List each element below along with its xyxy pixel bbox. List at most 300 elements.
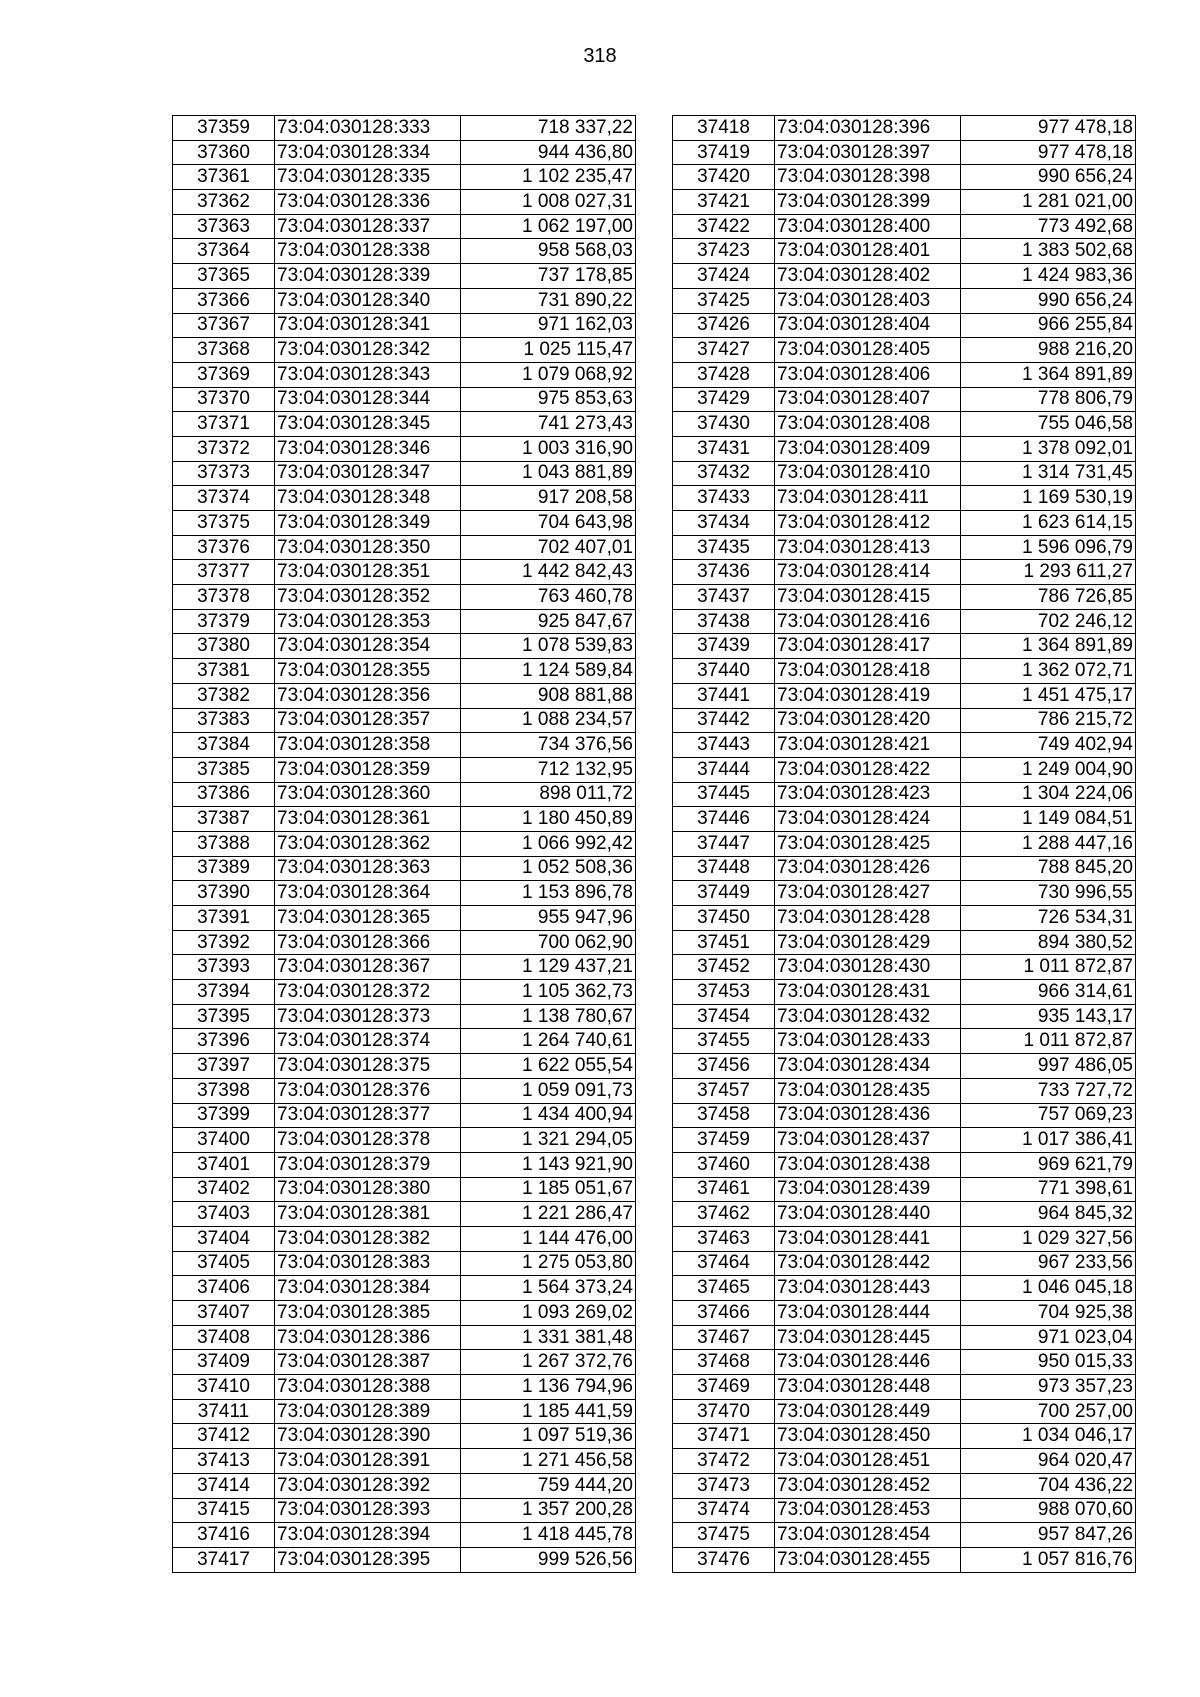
table-row [173, 486, 636, 511]
cadastral-number-cell: 73:04:030128:420 [775, 708, 961, 733]
row-number-cell: 37459 [673, 1128, 775, 1153]
table-row [173, 116, 636, 141]
row-number-cell: 37460 [673, 1152, 775, 1177]
cadastral-number-cell: 73:04:030128:396 [775, 116, 961, 141]
cadastral-number-cell: 73:04:030128:434 [775, 1054, 961, 1079]
cadastral-number-cell: 73:04:030128:416 [775, 609, 961, 634]
row-number-cell: 37453 [673, 980, 775, 1005]
cadastral-value-cell: 988 070,60 [961, 1498, 1136, 1523]
row-number-cell: 37428 [673, 362, 775, 387]
cadastral-number-cell: 73:04:030128:428 [775, 906, 961, 931]
row-number-cell: 37464 [673, 1251, 775, 1276]
cadastral-value-cell: 957 847,26 [961, 1523, 1136, 1548]
table-row [673, 1473, 1136, 1498]
row-number-cell: 37367 [173, 313, 275, 338]
table-row [173, 1078, 636, 1103]
cadastral-value-cell: 763 460,78 [461, 585, 636, 610]
table-row [173, 831, 636, 856]
row-number-cell: 37449 [673, 881, 775, 906]
cadastral-number-cell: 73:04:030128:400 [775, 214, 961, 239]
cadastral-number-cell: 73:04:030128:337 [275, 214, 461, 239]
table-row [673, 486, 1136, 511]
table-row [173, 511, 636, 536]
row-number-cell: 37458 [673, 1103, 775, 1128]
table-row [673, 1375, 1136, 1400]
cadastral-value-cell: 741 273,43 [461, 412, 636, 437]
cadastral-number-cell: 73:04:030128:367 [275, 955, 461, 980]
row-number-cell: 37368 [173, 338, 275, 363]
row-number-cell: 37446 [673, 807, 775, 832]
row-number-cell: 37476 [673, 1547, 775, 1572]
cadastral-number-cell: 73:04:030128:344 [275, 387, 461, 412]
table-row [673, 831, 1136, 856]
table-row [173, 1449, 636, 1474]
table-row [173, 634, 636, 659]
table-row [173, 980, 636, 1005]
cadastral-number-cell: 73:04:030128:341 [275, 313, 461, 338]
table-row [173, 1399, 636, 1424]
cadastral-number-cell: 73:04:030128:411 [775, 486, 961, 511]
cadastral-number-cell: 73:04:030128:448 [775, 1375, 961, 1400]
row-number-cell: 37474 [673, 1498, 775, 1523]
cadastral-value-cell: 1 424 983,36 [961, 264, 1136, 289]
table-row [173, 313, 636, 338]
cadastral-number-cell: 73:04:030128:440 [775, 1202, 961, 1227]
cadastral-value-cell: 1 281 021,00 [961, 190, 1136, 215]
cadastral-value-cell: 966 255,84 [961, 313, 1136, 338]
cadastral-number-cell: 73:04:030128:334 [275, 140, 461, 165]
cadastral-value-cell: 1 293 611,27 [961, 560, 1136, 585]
table-row [673, 288, 1136, 313]
row-number-cell: 37359 [173, 116, 275, 141]
cadastral-value-cell: 771 398,61 [961, 1177, 1136, 1202]
cadastral-number-cell: 73:04:030128:426 [775, 856, 961, 881]
table-row [673, 412, 1136, 437]
cadastral-value-cell: 1 271 456,58 [461, 1449, 636, 1474]
row-number-cell: 37439 [673, 634, 775, 659]
row-number-cell: 37463 [673, 1226, 775, 1251]
row-number-cell: 37412 [173, 1424, 275, 1449]
row-number-cell: 37473 [673, 1473, 775, 1498]
cadastral-number-cell: 73:04:030128:401 [775, 239, 961, 264]
row-number-cell: 37445 [673, 782, 775, 807]
row-number-cell: 37408 [173, 1325, 275, 1350]
row-number-cell: 37456 [673, 1054, 775, 1079]
row-number-cell: 37427 [673, 338, 775, 363]
table-row [173, 1029, 636, 1054]
cadastral-number-cell: 73:04:030128:375 [275, 1054, 461, 1079]
cadastral-number-cell: 73:04:030128:414 [775, 560, 961, 585]
table-row [173, 190, 636, 215]
cadastral-number-cell: 73:04:030128:378 [275, 1128, 461, 1153]
row-number-cell: 37420 [673, 165, 775, 190]
row-number-cell: 37471 [673, 1424, 775, 1449]
row-number-cell: 37424 [673, 264, 775, 289]
table-row [673, 856, 1136, 881]
row-number-cell: 37393 [173, 955, 275, 980]
cadastral-number-cell: 73:04:030128:355 [275, 659, 461, 684]
cadastral-number-cell: 73:04:030128:452 [775, 1473, 961, 1498]
cadastral-value-cell: 1 057 816,76 [961, 1547, 1136, 1572]
cadastral-value-cell: 1 052 508,36 [461, 856, 636, 881]
row-number-cell: 37363 [173, 214, 275, 239]
row-number-cell: 37437 [673, 585, 775, 610]
cadastral-value-cell: 1 011 872,87 [961, 1029, 1136, 1054]
cadastral-number-cell: 73:04:030128:352 [275, 585, 461, 610]
cadastral-value-cell: 1 062 197,00 [461, 214, 636, 239]
cadastral-number-cell: 73:04:030128:339 [275, 264, 461, 289]
cadastral-number-cell: 73:04:030128:429 [775, 930, 961, 955]
cadastral-value-cell: 1 185 051,67 [461, 1177, 636, 1202]
cadastral-number-cell: 73:04:030128:377 [275, 1103, 461, 1128]
table-row [673, 1276, 1136, 1301]
row-number-cell: 37402 [173, 1177, 275, 1202]
cadastral-value-cell: 925 847,67 [461, 609, 636, 634]
row-number-cell: 37360 [173, 140, 275, 165]
table-row [173, 412, 636, 437]
cadastral-number-cell: 73:04:030128:407 [775, 387, 961, 412]
cadastral-value-cell: 1 249 004,90 [961, 757, 1136, 782]
cadastral-number-cell: 73:04:030128:422 [775, 757, 961, 782]
cadastral-number-cell: 73:04:030128:453 [775, 1498, 961, 1523]
cadastral-value-cell: 1 066 992,42 [461, 831, 636, 856]
table-row [673, 165, 1136, 190]
cadastral-value-cell: 1 136 794,96 [461, 1375, 636, 1400]
cadastral-value-cell: 1 025 115,47 [461, 338, 636, 363]
row-number-cell: 37372 [173, 436, 275, 461]
cadastral-number-cell: 73:04:030128:353 [275, 609, 461, 634]
row-number-cell: 37425 [673, 288, 775, 313]
table-row [673, 264, 1136, 289]
cadastral-number-cell: 73:04:030128:340 [275, 288, 461, 313]
row-number-cell: 37431 [673, 436, 775, 461]
table-row [173, 930, 636, 955]
cadastral-value-cell: 1 622 055,54 [461, 1054, 636, 1079]
cadastral-value-cell: 988 216,20 [961, 338, 1136, 363]
cadastral-value-cell: 997 486,05 [961, 1054, 1136, 1079]
table-row [173, 757, 636, 782]
cadastral-value-cell: 1 364 891,89 [961, 362, 1136, 387]
table-row [673, 190, 1136, 215]
cadastral-number-cell: 73:04:030128:365 [275, 906, 461, 931]
row-number-cell: 37387 [173, 807, 275, 832]
table-row [673, 881, 1136, 906]
cadastral-value-cell: 1 442 842,43 [461, 560, 636, 585]
cadastral-value-cell: 733 727,72 [961, 1078, 1136, 1103]
cadastral-value-cell: 1 102 235,47 [461, 165, 636, 190]
cadastral-value-cell: 917 208,58 [461, 486, 636, 511]
cadastral-value-cell: 1 078 539,83 [461, 634, 636, 659]
row-number-cell: 37381 [173, 659, 275, 684]
table-row [673, 214, 1136, 239]
cadastral-number-cell: 73:04:030128:421 [775, 733, 961, 758]
table-row [673, 930, 1136, 955]
cadastral-value-cell: 1 331 381,48 [461, 1325, 636, 1350]
cadastral-number-cell: 73:04:030128:385 [275, 1301, 461, 1326]
cadastral-value-cell: 1 314 731,45 [961, 461, 1136, 486]
cadastral-value-cell: 1 144 476,00 [461, 1226, 636, 1251]
cadastral-value-cell: 757 069,23 [961, 1103, 1136, 1128]
table-row [173, 1004, 636, 1029]
cadastral-value-cell: 1 169 530,19 [961, 486, 1136, 511]
table-row [173, 1177, 636, 1202]
cadastral-number-cell: 73:04:030128:372 [275, 980, 461, 1005]
row-number-cell: 37405 [173, 1251, 275, 1276]
table-row [173, 461, 636, 486]
cadastral-number-cell: 73:04:030128:403 [775, 288, 961, 313]
cadastral-number-cell: 73:04:030128:357 [275, 708, 461, 733]
table-row [673, 1078, 1136, 1103]
row-number-cell: 37442 [673, 708, 775, 733]
cadastral-value-cell: 1 623 614,15 [961, 511, 1136, 536]
table-row [173, 1251, 636, 1276]
table-row [673, 1128, 1136, 1153]
cadastral-number-cell: 73:04:030128:360 [275, 782, 461, 807]
cadastral-value-cell: 990 656,24 [961, 288, 1136, 313]
row-number-cell: 37467 [673, 1325, 775, 1350]
row-number-cell: 37365 [173, 264, 275, 289]
table-row [173, 955, 636, 980]
cadastral-number-cell: 73:04:030128:394 [275, 1523, 461, 1548]
cadastral-value-cell: 726 534,31 [961, 906, 1136, 931]
table-row [173, 683, 636, 708]
cadastral-value-cell: 973 357,23 [961, 1375, 1136, 1400]
cadastral-value-cell: 731 890,22 [461, 288, 636, 313]
cadastral-number-cell: 73:04:030128:347 [275, 461, 461, 486]
cadastral-number-cell: 73:04:030128:389 [275, 1399, 461, 1424]
row-number-cell: 37409 [173, 1350, 275, 1375]
cadastral-value-cell: 908 881,88 [461, 683, 636, 708]
cadastral-value-cell: 1 043 881,89 [461, 461, 636, 486]
cadastral-value-cell: 1 143 921,90 [461, 1152, 636, 1177]
cadastral-number-cell: 73:04:030128:356 [275, 683, 461, 708]
cadastral-value-cell: 712 132,95 [461, 757, 636, 782]
row-number-cell: 37388 [173, 831, 275, 856]
cadastral-number-cell: 73:04:030128:348 [275, 486, 461, 511]
row-number-cell: 37450 [673, 906, 775, 931]
table-row [173, 362, 636, 387]
table-row [173, 1498, 636, 1523]
table-row [673, 140, 1136, 165]
row-number-cell: 37468 [673, 1350, 775, 1375]
table-row [173, 659, 636, 684]
table-row [173, 1424, 636, 1449]
row-number-cell: 37395 [173, 1004, 275, 1029]
row-number-cell: 37362 [173, 190, 275, 215]
row-number-cell: 37422 [673, 214, 775, 239]
cadastral-number-cell: 73:04:030128:406 [775, 362, 961, 387]
cadastral-number-cell: 73:04:030128:450 [775, 1424, 961, 1449]
row-number-cell: 37433 [673, 486, 775, 511]
cadastral-number-cell: 73:04:030128:438 [775, 1152, 961, 1177]
table-row [173, 1523, 636, 1548]
table-row [673, 239, 1136, 264]
row-number-cell: 37432 [673, 461, 775, 486]
cadastral-value-cell: 702 246,12 [961, 609, 1136, 634]
row-number-cell: 37448 [673, 856, 775, 881]
cadastral-value-cell: 1 357 200,28 [461, 1498, 636, 1523]
row-number-cell: 37407 [173, 1301, 275, 1326]
row-number-cell: 37366 [173, 288, 275, 313]
cadastral-value-cell: 1 383 502,68 [961, 239, 1136, 264]
cadastral-value-cell: 1 153 896,78 [461, 881, 636, 906]
row-number-cell: 37472 [673, 1449, 775, 1474]
row-number-cell: 37370 [173, 387, 275, 412]
cadastral-number-cell: 73:04:030128:432 [775, 1004, 961, 1029]
row-number-cell: 37413 [173, 1449, 275, 1474]
cadastral-number-cell: 73:04:030128:351 [275, 560, 461, 585]
cadastral-value-cell: 966 314,61 [961, 980, 1136, 1005]
cadastral-value-cell: 964 020,47 [961, 1449, 1136, 1474]
row-number-cell: 37426 [673, 313, 775, 338]
cadastral-value-cell: 1 046 045,18 [961, 1276, 1136, 1301]
cadastral-value-cell: 704 436,22 [961, 1473, 1136, 1498]
table-row [173, 906, 636, 931]
table-row [173, 436, 636, 461]
table-row [673, 387, 1136, 412]
cadastral-value-cell: 1 088 234,57 [461, 708, 636, 733]
cadastral-number-cell: 73:04:030128:442 [775, 1251, 961, 1276]
table-row [673, 733, 1136, 758]
cadastral-value-cell: 1 596 096,79 [961, 535, 1136, 560]
row-number-cell: 37440 [673, 659, 775, 684]
cadastral-number-cell: 73:04:030128:361 [275, 807, 461, 832]
row-number-cell: 37434 [673, 511, 775, 536]
cadastral-value-cell: 1 034 046,17 [961, 1424, 1136, 1449]
table-row [173, 1325, 636, 1350]
cadastral-number-cell: 73:04:030128:342 [275, 338, 461, 363]
cadastral-number-cell: 73:04:030128:335 [275, 165, 461, 190]
cadastral-value-cell: 1 003 316,90 [461, 436, 636, 461]
cadastral-number-cell: 73:04:030128:362 [275, 831, 461, 856]
table-row [173, 338, 636, 363]
cadastral-number-cell: 73:04:030128:338 [275, 239, 461, 264]
row-number-cell: 37406 [173, 1276, 275, 1301]
table-row [673, 659, 1136, 684]
cadastral-value-cell: 1 011 872,87 [961, 955, 1136, 980]
table-row [673, 535, 1136, 560]
row-number-cell: 37394 [173, 980, 275, 1005]
cadastral-number-cell: 73:04:030128:373 [275, 1004, 461, 1029]
table-row [673, 1004, 1136, 1029]
cadastral-number-cell: 73:04:030128:350 [275, 535, 461, 560]
table-row [173, 807, 636, 832]
row-number-cell: 37417 [173, 1547, 275, 1572]
table-row [173, 1375, 636, 1400]
cadastral-number-cell: 73:04:030128:399 [775, 190, 961, 215]
row-number-cell: 37379 [173, 609, 275, 634]
row-number-cell: 37361 [173, 165, 275, 190]
cadastral-value-cell: 999 526,56 [461, 1547, 636, 1572]
row-number-cell: 37455 [673, 1029, 775, 1054]
table-row [173, 535, 636, 560]
table-row [673, 955, 1136, 980]
table-row [673, 511, 1136, 536]
cadastral-value-cell: 1 451 475,17 [961, 683, 1136, 708]
cadastral-number-cell: 73:04:030128:382 [275, 1226, 461, 1251]
cadastral-number-cell: 73:04:030128:336 [275, 190, 461, 215]
row-number-cell: 37400 [173, 1128, 275, 1153]
cadastral-value-cell: 967 233,56 [961, 1251, 1136, 1276]
row-number-cell: 37410 [173, 1375, 275, 1400]
cadastral-value-cell: 990 656,24 [961, 165, 1136, 190]
row-number-cell: 37423 [673, 239, 775, 264]
row-number-cell: 37378 [173, 585, 275, 610]
cadastral-value-cell: 1 180 450,89 [461, 807, 636, 832]
table-row [173, 708, 636, 733]
table-row [673, 585, 1136, 610]
cadastral-value-cell: 700 062,90 [461, 930, 636, 955]
cadastral-value-cell: 971 023,04 [961, 1325, 1136, 1350]
row-number-cell: 37447 [673, 831, 775, 856]
table-row [673, 609, 1136, 634]
table-row [173, 1152, 636, 1177]
table-row [673, 1152, 1136, 1177]
cadastral-number-cell: 73:04:030128:433 [775, 1029, 961, 1054]
cadastral-value-cell: 1 138 780,67 [461, 1004, 636, 1029]
row-number-cell: 37403 [173, 1202, 275, 1227]
row-number-cell: 37411 [173, 1399, 275, 1424]
table-row [673, 1498, 1136, 1523]
row-number-cell: 37438 [673, 609, 775, 634]
table-row [173, 1054, 636, 1079]
row-number-cell: 37454 [673, 1004, 775, 1029]
table-row [673, 1449, 1136, 1474]
cadastral-value-cell: 975 853,63 [461, 387, 636, 412]
table-row [673, 1103, 1136, 1128]
row-number-cell: 37377 [173, 560, 275, 585]
cadastral-number-cell: 73:04:030128:449 [775, 1399, 961, 1424]
cadastral-value-cell: 718 337,22 [461, 116, 636, 141]
cadastral-value-cell: 1 093 269,02 [461, 1301, 636, 1326]
cadastral-value-cell: 977 478,18 [961, 116, 1136, 141]
cadastral-value-cell: 749 402,94 [961, 733, 1136, 758]
table-row [173, 1128, 636, 1153]
table-row [673, 116, 1136, 141]
cadastral-number-cell: 73:04:030128:402 [775, 264, 961, 289]
cadastral-number-cell: 73:04:030128:444 [775, 1301, 961, 1326]
row-number-cell: 37375 [173, 511, 275, 536]
table-row [173, 239, 636, 264]
cadastral-table-right [672, 115, 1136, 1573]
row-number-cell: 37382 [173, 683, 275, 708]
table-row [173, 585, 636, 610]
cadastral-number-cell: 73:04:030128:445 [775, 1325, 961, 1350]
table-row [173, 733, 636, 758]
table-row [673, 1301, 1136, 1326]
cadastral-number-cell: 73:04:030128:349 [275, 511, 461, 536]
cadastral-number-cell: 73:04:030128:364 [275, 881, 461, 906]
row-number-cell: 37390 [173, 881, 275, 906]
cadastral-value-cell: 1 008 027,31 [461, 190, 636, 215]
cadastral-value-cell: 955 947,96 [461, 906, 636, 931]
cadastral-value-cell: 1 321 294,05 [461, 1128, 636, 1153]
table-row [673, 313, 1136, 338]
table-row [673, 1424, 1136, 1449]
cadastral-number-cell: 73:04:030128:345 [275, 412, 461, 437]
table-row [673, 1547, 1136, 1572]
table-row [173, 1473, 636, 1498]
cadastral-number-cell: 73:04:030128:423 [775, 782, 961, 807]
cadastral-value-cell: 704 643,98 [461, 511, 636, 536]
cadastral-table-left [172, 115, 636, 1573]
table-row [173, 140, 636, 165]
cadastral-number-cell: 73:04:030128:387 [275, 1350, 461, 1375]
cadastral-value-cell: 702 407,01 [461, 535, 636, 560]
cadastral-number-cell: 73:04:030128:379 [275, 1152, 461, 1177]
cadastral-value-cell: 1 378 092,01 [961, 436, 1136, 461]
table-row [173, 856, 636, 881]
